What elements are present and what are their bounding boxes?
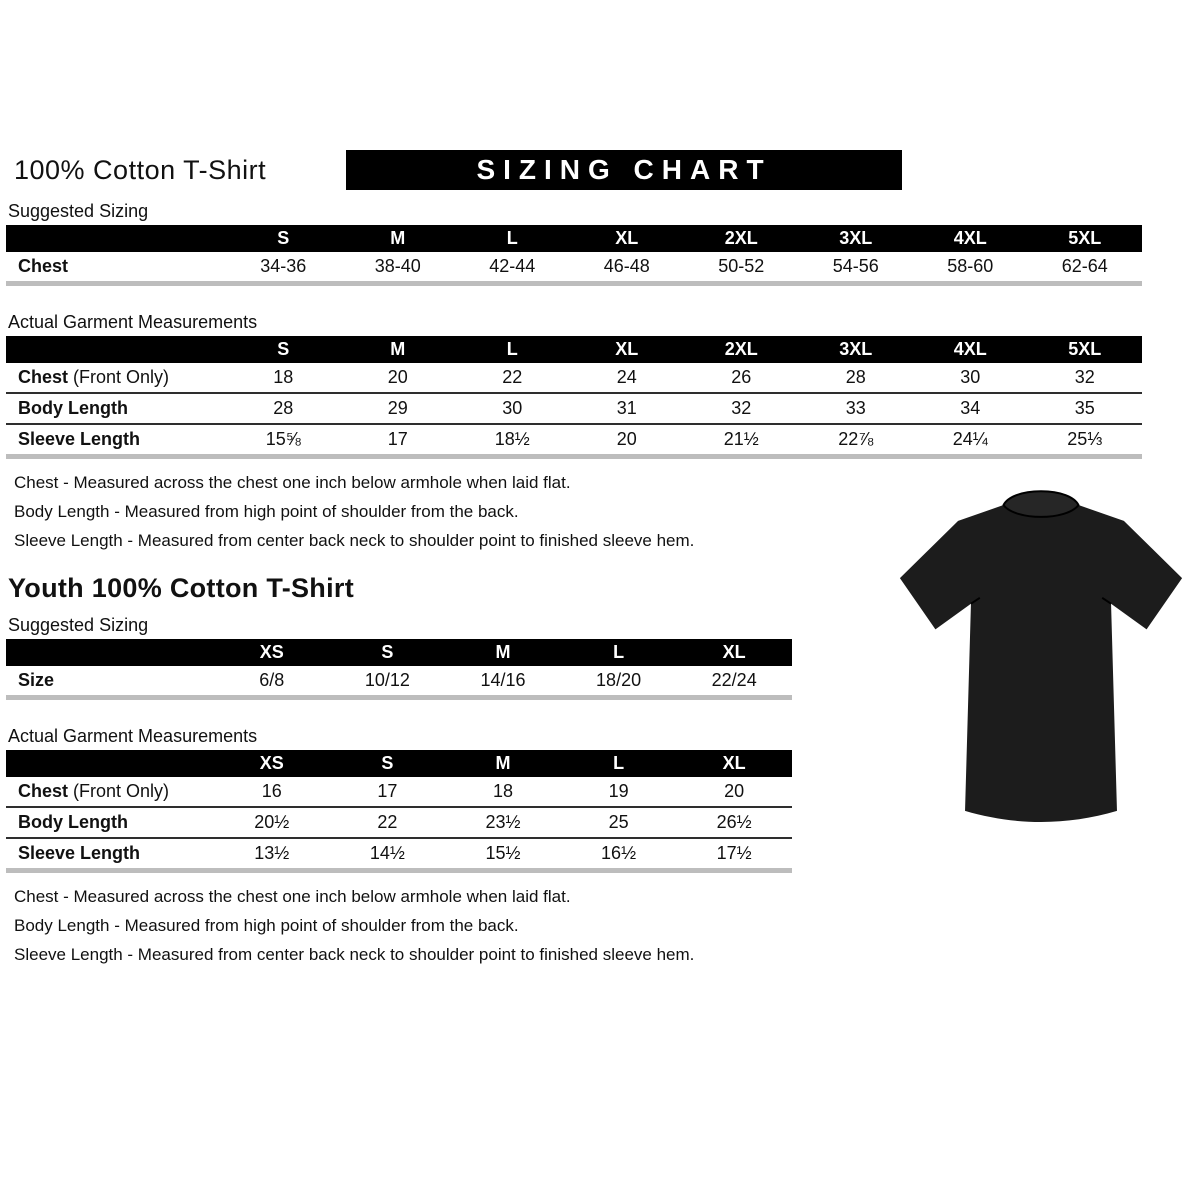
corner-cell: [6, 225, 226, 252]
black-tshirt-image: [893, 476, 1189, 838]
youth-actual-label: Actual Garment Measurements: [8, 726, 258, 746]
value-cell: 58-60: [947, 256, 994, 276]
table-row: [6, 252, 1142, 284]
column-header-2xl: 2XL: [684, 336, 799, 363]
value-cell: 42-44: [489, 256, 536, 276]
youth-title: Youth 100% Cotton T-Shirt: [8, 573, 354, 603]
adult-title: 100% Cotton T-Shirt: [14, 154, 267, 185]
value-cell: 16½: [601, 843, 637, 863]
value-cell: 16: [261, 781, 282, 801]
header-row: [6, 225, 1142, 252]
youth-note-body-length: Body Length - Measured from high point of shoulder from the back.: [14, 916, 519, 935]
value-cell: 33: [845, 398, 866, 418]
adult-suggested-table: [6, 225, 1142, 286]
tshirt-body: [900, 505, 1182, 822]
column-header-m: M: [445, 750, 561, 777]
value-cell: 25: [608, 812, 629, 832]
value-cell: 26½: [716, 812, 752, 832]
value-cell: 15⅝: [265, 429, 301, 449]
value-cell: 32: [731, 398, 752, 418]
value-cell: 17½: [716, 843, 752, 863]
youth-note-sleeve-length: Sleeve Length - Measured from center back neck to shoulder point to finished sleeve hem.: [14, 945, 695, 964]
column-header-l: L: [455, 225, 570, 252]
corner-cell: [6, 750, 214, 777]
column-header-s: S: [330, 750, 446, 777]
column-header-xs: XS: [214, 639, 330, 666]
row-label: Size: [18, 670, 55, 690]
column-header-l: L: [561, 750, 677, 777]
table-row: [6, 363, 1142, 393]
value-cell: 19: [608, 781, 629, 801]
table-row: [6, 777, 792, 807]
value-cell: 29: [387, 398, 408, 418]
value-cell: 15½: [485, 843, 521, 863]
column-header-xl: XL: [676, 639, 792, 666]
youth-actual-table: [6, 750, 792, 873]
column-header-xs: XS: [214, 750, 330, 777]
value-cell: 14/16: [480, 670, 526, 690]
column-header-l: L: [561, 639, 677, 666]
row-label: Chest (Front Only): [18, 781, 170, 801]
value-cell: 6/8: [259, 670, 285, 690]
youth-notes: [14, 887, 1200, 965]
column-header-s: S: [330, 639, 446, 666]
row-label: Sleeve Length: [18, 843, 141, 863]
column-header-xl: XL: [570, 225, 685, 252]
value-cell: 20: [387, 367, 408, 387]
value-cell: 14½: [369, 843, 405, 863]
corner-cell: [6, 336, 226, 363]
column-header-2xl: 2XL: [684, 225, 799, 252]
table-row: [6, 424, 1142, 457]
value-cell: 13½: [254, 843, 290, 863]
value-cell: 32: [1074, 367, 1095, 387]
table-row: [6, 838, 792, 871]
row-label: Body Length: [18, 812, 128, 832]
tshirt-collar: [1004, 491, 1079, 517]
corner-cell: [6, 639, 214, 666]
header-row: [6, 336, 1142, 363]
sizing-chart-banner: SIZING CHART: [346, 150, 902, 190]
table-row: [6, 807, 792, 838]
value-cell: 26: [731, 367, 752, 387]
value-cell: 17: [377, 781, 398, 801]
value-cell: 34: [960, 398, 981, 418]
row-label: Chest (Front Only): [18, 367, 170, 387]
header-row: [6, 639, 792, 666]
value-cell: 20: [616, 429, 637, 449]
value-cell: 54-56: [832, 256, 879, 276]
value-cell: 18½: [494, 429, 530, 449]
column-header-s: S: [226, 336, 341, 363]
value-cell: 30: [502, 398, 523, 418]
column-header-4xl: 4XL: [913, 225, 1028, 252]
column-header-xl: XL: [570, 336, 685, 363]
column-header-4xl: 4XL: [913, 336, 1028, 363]
value-cell: 62-64: [1061, 256, 1108, 276]
table-row: [6, 393, 1142, 424]
value-cell: 10/12: [364, 670, 410, 690]
row-label: Body Length: [18, 398, 128, 418]
value-cell: 35: [1074, 398, 1095, 418]
value-cell: 22/24: [711, 670, 757, 690]
adult-suggested-label: Suggested Sizing: [8, 201, 149, 221]
header-row: [6, 750, 792, 777]
column-header-s: S: [226, 225, 341, 252]
youth-suggested-table: [6, 639, 792, 700]
column-header-m: M: [445, 639, 561, 666]
column-header-m: M: [341, 336, 456, 363]
value-cell: 17: [387, 429, 408, 449]
adult-note-body-length: Body Length - Measured from high point of shoulder from the back.: [14, 502, 519, 521]
youth-suggested-label: Suggested Sizing: [8, 615, 149, 635]
value-cell: 24: [616, 367, 637, 387]
column-header-xl: XL: [676, 750, 792, 777]
column-header-3xl: 3XL: [799, 336, 914, 363]
adult-note-sleeve-length: Sleeve Length - Measured from center back neck to shoulder point to finished sleeve hem.: [14, 531, 695, 550]
youth-note-chest: Chest - Measured across the chest one inch below armhole when laid flat.: [14, 887, 571, 906]
value-cell: 38-40: [374, 256, 421, 276]
column-header-3xl: 3XL: [799, 225, 914, 252]
adult-actual-table: [6, 336, 1142, 459]
row-label: Chest: [18, 256, 69, 276]
value-cell: 30: [960, 367, 981, 387]
value-cell: 22⅞: [838, 429, 874, 449]
value-cell: 25⅓: [1067, 429, 1103, 449]
value-cell: 46-48: [603, 256, 650, 276]
column-header-5xl: 5XL: [1028, 225, 1143, 252]
table-row: [6, 666, 792, 698]
value-cell: 20½: [254, 812, 290, 832]
value-cell: 18: [273, 367, 294, 387]
column-header-m: M: [341, 225, 456, 252]
value-cell: 20: [724, 781, 745, 801]
value-cell: 24¼: [952, 429, 988, 449]
value-cell: 21½: [723, 429, 759, 449]
header-row: [6, 150, 1200, 190]
value-cell: 22: [502, 367, 523, 387]
value-cell: 18: [492, 781, 513, 801]
value-cell: 31: [616, 398, 637, 418]
adult-actual-label: Actual Garment Measurements: [8, 312, 258, 332]
value-cell: 23½: [485, 812, 521, 832]
value-cell: 34-36: [260, 256, 307, 276]
row-label: Sleeve Length: [18, 429, 141, 449]
tshirt-graphic: [893, 476, 1189, 838]
value-cell: 18/20: [596, 670, 642, 690]
value-cell: 28: [845, 367, 866, 387]
column-header-5xl: 5XL: [1028, 336, 1143, 363]
value-cell: 28: [273, 398, 294, 418]
column-header-l: L: [455, 336, 570, 363]
value-cell: 22: [377, 812, 398, 832]
value-cell: 50-52: [718, 256, 765, 276]
adult-note-chest: Chest - Measured across the chest one inch below armhole when laid flat.: [14, 473, 571, 492]
